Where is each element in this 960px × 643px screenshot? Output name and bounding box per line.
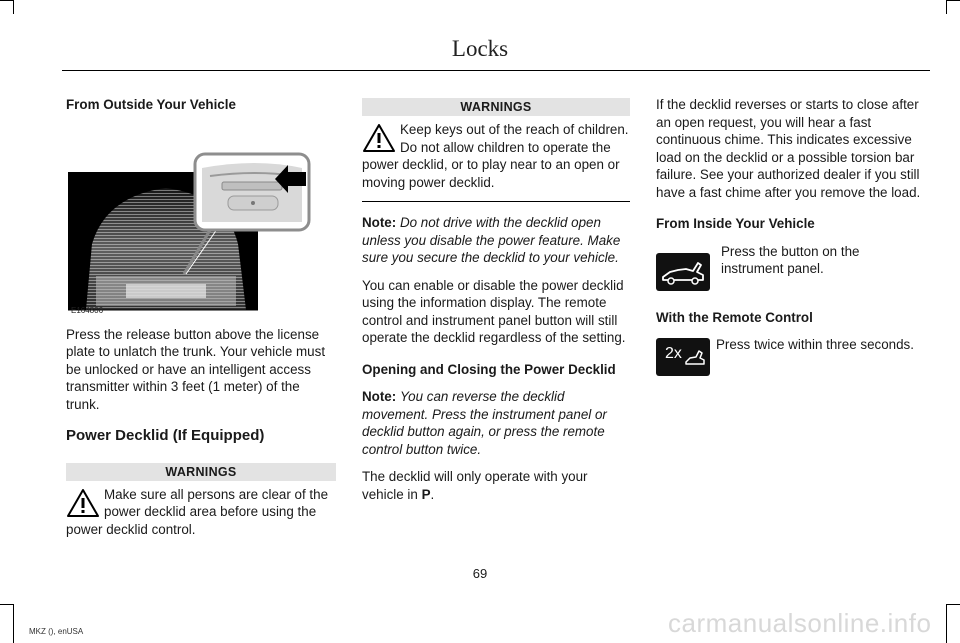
from-outside-heading: From Outside Your Vehicle [66, 97, 236, 112]
left-column [66, 96, 336, 538]
warning-triangle-icon [66, 488, 100, 518]
model-code: MKZ (), enUSA [29, 627, 84, 636]
note-label: Note: [362, 389, 397, 404]
decklid-button-icon [656, 253, 710, 291]
operate-paragraph [362, 468, 630, 503]
warning-triangle-icon [362, 123, 396, 153]
note-reverse [362, 388, 630, 458]
remote-text: Press twice within three seconds. [716, 337, 914, 352]
header-divider [62, 70, 930, 71]
page-title: Locks [451, 36, 509, 61]
warning-block [362, 121, 630, 191]
note-decklid-open [362, 214, 630, 267]
opening-closing-heading: Opening and Closing the Power Decklid [362, 361, 616, 377]
release-paragraph: Press the release button above the license plate to unlatch the trunk. Your vehicle must be unlocked or have an intelligent access transmitter within 3 feet (1 meter) of the trunk. [66, 326, 326, 412]
watermark: carmanualsonline.info [668, 608, 932, 638]
gear-park: P [421, 486, 431, 502]
right-column [656, 96, 928, 386]
trunk-release-illustration [66, 124, 336, 314]
trunk-release-figure [66, 124, 336, 314]
warnings-bar: WARNINGS [362, 98, 630, 116]
reverse-paragraph: If the decklid reverses or starts to close after an open request, you will hear a fast continuous chime. This indicates excessive load on the decklid or a possible torsion bar failure. See your authorized dealer if you still have a fast chime after you remove the load. [656, 97, 921, 200]
crop-mark [946, 0, 947, 14]
warning-text: Keep keys out of the reach of children. Do not allow children to operate the power decklid, or to play near to an open or moving power decklid. [362, 122, 629, 190]
crop-mark [0, 604, 14, 605]
remote-heading: With the Remote Control [656, 309, 813, 325]
crop-mark [946, 0, 960, 1]
operate-text: The decklid will only operate with your vehicle in [362, 469, 588, 502]
middle-column [362, 96, 630, 513]
remote-trunk-icon [656, 338, 710, 376]
crop-mark [13, 604, 14, 643]
note-label: Note: [362, 215, 397, 230]
crop-mark [946, 604, 947, 643]
from-inside-heading: From Inside Your Vehicle [656, 216, 815, 231]
warning-divider [362, 201, 630, 202]
warning-text: Make sure all persons are clear of the power decklid area before using the power decklid control. [66, 486, 329, 537]
operate-end: . [430, 486, 435, 502]
power-decklid-heading: Power Decklid (If Equipped) [66, 427, 265, 444]
page-number: 69 [472, 566, 488, 581]
crop-mark [946, 604, 960, 605]
enable-paragraph: You can enable or disable the power decklid using the information display. The remote control and instrument panel button will still operate the decklid regardless of the setting. [362, 277, 626, 345]
warnings-bar: WARNINGS [66, 463, 336, 481]
figure-code: E164806 [71, 305, 104, 315]
note-text: You can reverse the decklid movement. Press the instrument panel or decklid button again, or press the remote control button twice. [362, 389, 607, 457]
remote-instruction [656, 336, 928, 386]
inside-instruction [656, 243, 928, 299]
crop-mark [0, 0, 14, 1]
inside-text: Press the button on the instrument panel. [721, 243, 860, 276]
warning-block [66, 486, 336, 539]
crop-mark [13, 0, 14, 14]
note-text: Do not drive with the decklid open unless you disable the power feature. Make sure you secure the decklid to your vehicle. [362, 215, 621, 265]
remote-twice-label: 2x [665, 345, 682, 362]
